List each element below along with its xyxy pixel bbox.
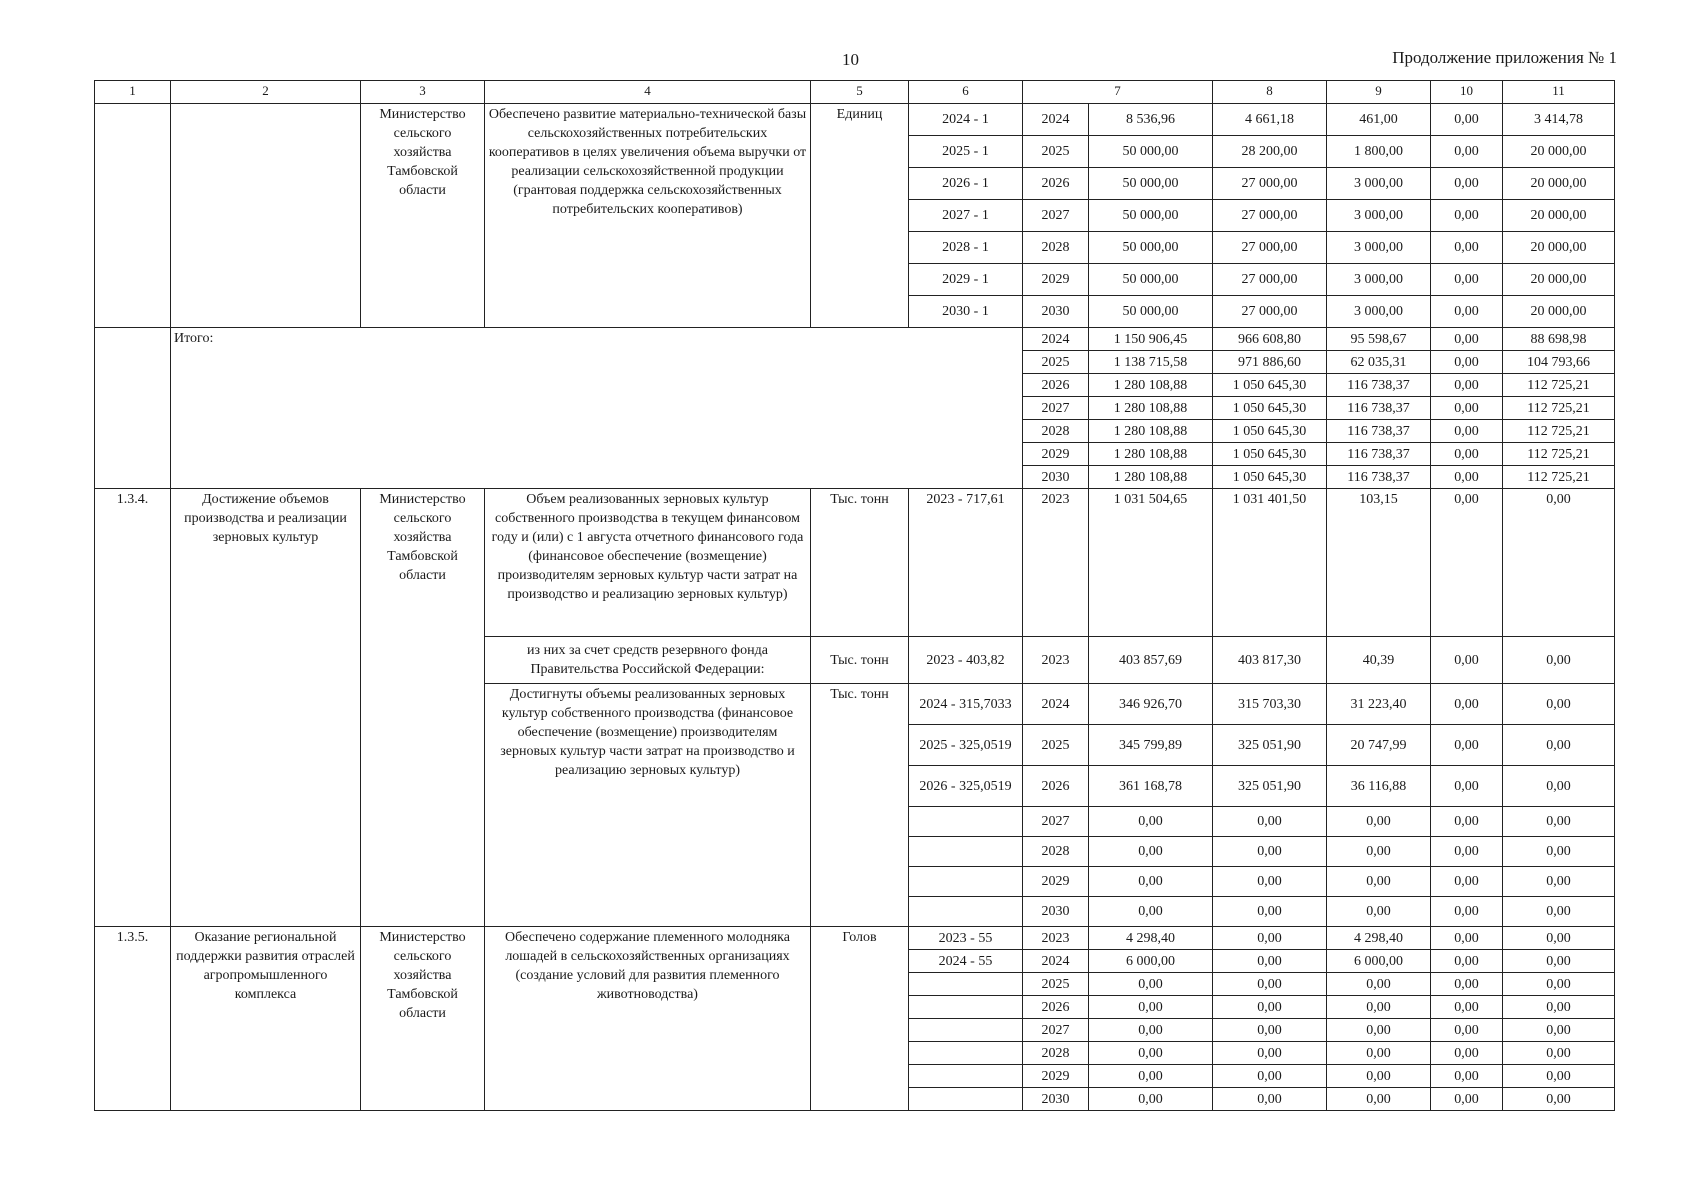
value-cell: 27 000,00 bbox=[1213, 296, 1327, 328]
value-cell: 2029 bbox=[1023, 867, 1089, 897]
value-cell: 0,00 bbox=[1503, 1088, 1615, 1111]
target-cell: 2029 - 1 bbox=[909, 264, 1023, 296]
unit-cell: Голов bbox=[811, 927, 909, 1111]
value-cell: 0,00 bbox=[1089, 996, 1213, 1019]
value-cell: 0,00 bbox=[1503, 867, 1615, 897]
value-cell: 0,00 bbox=[1503, 950, 1615, 973]
continuation-title: Продолжение приложения № 1 bbox=[1392, 48, 1617, 67]
value-cell: 0,00 bbox=[1089, 1042, 1213, 1065]
table-row bbox=[95, 104, 1615, 136]
total-label: Итого: bbox=[171, 328, 1023, 489]
value-cell: 28 200,00 bbox=[1213, 136, 1327, 168]
unit-cell: Тыс. тонн bbox=[811, 637, 909, 684]
value-cell: 0,00 bbox=[1213, 897, 1327, 927]
target-cell: 2030 - 1 bbox=[909, 296, 1023, 328]
value-cell: 40,39 bbox=[1327, 637, 1431, 684]
column-number-header: 11 bbox=[1503, 81, 1615, 104]
value-cell: 0,00 bbox=[1089, 1019, 1213, 1042]
value-cell: 0,00 bbox=[1327, 1088, 1431, 1111]
value-cell: 2028 bbox=[1023, 837, 1089, 867]
value-cell: 2027 bbox=[1023, 807, 1089, 837]
value-cell: 88 698,98 bbox=[1503, 328, 1615, 351]
value-cell: 325 051,90 bbox=[1213, 725, 1327, 766]
value-cell: 62 035,31 bbox=[1327, 351, 1431, 374]
value-cell: 3 000,00 bbox=[1327, 296, 1431, 328]
value-cell: 27 000,00 bbox=[1213, 168, 1327, 200]
value-cell: 0,00 bbox=[1089, 897, 1213, 927]
value-cell: 0,00 bbox=[1431, 264, 1503, 296]
value-cell: 8 536,96 bbox=[1089, 104, 1213, 136]
value-cell: 2026 bbox=[1023, 766, 1089, 807]
value-cell: 403 817,30 bbox=[1213, 637, 1327, 684]
target-cell: 2025 - 1 bbox=[909, 136, 1023, 168]
value-cell: 0,00 bbox=[1431, 443, 1503, 466]
value-cell: 3 414,78 bbox=[1503, 104, 1615, 136]
value-cell: 4 298,40 bbox=[1089, 927, 1213, 950]
value-cell: 0,00 bbox=[1431, 136, 1503, 168]
value-cell: 4 661,18 bbox=[1213, 104, 1327, 136]
target-cell: 2024 - 55 bbox=[909, 950, 1023, 973]
value-cell: 2026 bbox=[1023, 168, 1089, 200]
value-cell: 20 747,99 bbox=[1327, 725, 1431, 766]
column-number-header: 7 bbox=[1023, 81, 1213, 104]
value-cell: 0,00 bbox=[1431, 725, 1503, 766]
result-description: Обеспечено развитие материально-технической базы сельскохозяйственных потребительских кооперативов в целях увеличения объема выручки от реализации сельскохозяйственной продукции (грантовая поддержка сельскохозяйственных потребительских кооперативов) bbox=[485, 104, 811, 328]
value-cell: 3 000,00 bbox=[1327, 264, 1431, 296]
value-cell: 2026 bbox=[1023, 374, 1089, 397]
value-cell: 50 000,00 bbox=[1089, 200, 1213, 232]
value-cell: 2023 bbox=[1023, 637, 1089, 684]
value-cell: 1 050 645,30 bbox=[1213, 374, 1327, 397]
value-cell: 0,00 bbox=[1327, 1019, 1431, 1042]
empty-cell bbox=[95, 104, 171, 328]
value-cell: 0,00 bbox=[1327, 867, 1431, 897]
value-cell: 0,00 bbox=[1431, 807, 1503, 837]
value-cell: 1 031 401,50 bbox=[1213, 489, 1327, 637]
value-cell: 50 000,00 bbox=[1089, 232, 1213, 264]
value-cell: 0,00 bbox=[1213, 1042, 1327, 1065]
value-cell: 0,00 bbox=[1327, 1042, 1431, 1065]
value-cell: 0,00 bbox=[1089, 867, 1213, 897]
value-cell: 27 000,00 bbox=[1213, 200, 1327, 232]
value-cell: 0,00 bbox=[1213, 1088, 1327, 1111]
value-cell: 2030 bbox=[1023, 466, 1089, 489]
item-name: Оказание региональной поддержки развития отраслей агропромышленного комплекса bbox=[171, 927, 361, 1111]
value-cell: 116 738,37 bbox=[1327, 397, 1431, 420]
result-description: из них за счет средств резервного фонда Правительства Российской Федерации: bbox=[485, 637, 811, 684]
value-cell: 0,00 bbox=[1503, 927, 1615, 950]
target-cell: 2026 - 1 bbox=[909, 168, 1023, 200]
value-cell: 20 000,00 bbox=[1503, 232, 1615, 264]
target-cell bbox=[909, 837, 1023, 867]
value-cell: 116 738,37 bbox=[1327, 374, 1431, 397]
target-cell: 2023 - 403,82 bbox=[909, 637, 1023, 684]
value-cell: 0,00 bbox=[1503, 807, 1615, 837]
value-cell: 36 116,88 bbox=[1327, 766, 1431, 807]
value-cell: 1 280 108,88 bbox=[1089, 397, 1213, 420]
value-cell: 1 050 645,30 bbox=[1213, 443, 1327, 466]
table-row bbox=[95, 328, 1615, 351]
value-cell: 4 298,40 bbox=[1327, 927, 1431, 950]
value-cell: 2024 bbox=[1023, 328, 1089, 351]
target-cell: 2028 - 1 bbox=[909, 232, 1023, 264]
value-cell: 0,00 bbox=[1431, 232, 1503, 264]
value-cell: 0,00 bbox=[1503, 637, 1615, 684]
value-cell: 0,00 bbox=[1431, 351, 1503, 374]
value-cell: 50 000,00 bbox=[1089, 264, 1213, 296]
target-cell bbox=[909, 996, 1023, 1019]
value-cell: 112 725,21 bbox=[1503, 397, 1615, 420]
value-cell: 0,00 bbox=[1327, 807, 1431, 837]
value-cell: 2028 bbox=[1023, 1042, 1089, 1065]
value-cell: 0,00 bbox=[1213, 1019, 1327, 1042]
value-cell: 1 280 108,88 bbox=[1089, 466, 1213, 489]
value-cell: 1 280 108,88 bbox=[1089, 443, 1213, 466]
value-cell: 20 000,00 bbox=[1503, 136, 1615, 168]
value-cell: 0,00 bbox=[1213, 950, 1327, 973]
target-cell: 2024 - 315,7033 bbox=[909, 684, 1023, 725]
column-number-header: 4 bbox=[485, 81, 811, 104]
value-cell: 0,00 bbox=[1431, 328, 1503, 351]
value-cell: 0,00 bbox=[1431, 996, 1503, 1019]
value-cell: 0,00 bbox=[1503, 973, 1615, 996]
value-cell: 2025 bbox=[1023, 973, 1089, 996]
value-cell: 0,00 bbox=[1503, 996, 1615, 1019]
column-number-header: 8 bbox=[1213, 81, 1327, 104]
value-cell: 3 000,00 bbox=[1327, 168, 1431, 200]
value-cell: 2027 bbox=[1023, 1019, 1089, 1042]
table-row bbox=[95, 489, 1615, 637]
value-cell: 0,00 bbox=[1431, 927, 1503, 950]
value-cell: 0,00 bbox=[1503, 489, 1615, 637]
value-cell: 0,00 bbox=[1213, 837, 1327, 867]
column-number-header: 9 bbox=[1327, 81, 1431, 104]
value-cell: 112 725,21 bbox=[1503, 420, 1615, 443]
value-cell: 2030 bbox=[1023, 296, 1089, 328]
value-cell: 27 000,00 bbox=[1213, 264, 1327, 296]
item-name: Достижение объемов производства и реализации зерновых культур bbox=[171, 489, 361, 927]
value-cell: 0,00 bbox=[1213, 996, 1327, 1019]
value-cell: 0,00 bbox=[1089, 1088, 1213, 1111]
value-cell: 2023 bbox=[1023, 489, 1089, 637]
value-cell: 27 000,00 bbox=[1213, 232, 1327, 264]
value-cell: 0,00 bbox=[1431, 1042, 1503, 1065]
value-cell: 0,00 bbox=[1431, 104, 1503, 136]
value-cell: 2024 bbox=[1023, 104, 1089, 136]
value-cell: 1 050 645,30 bbox=[1213, 466, 1327, 489]
value-cell: 20 000,00 bbox=[1503, 168, 1615, 200]
value-cell: 0,00 bbox=[1503, 725, 1615, 766]
target-cell bbox=[909, 1088, 1023, 1111]
value-cell: 0,00 bbox=[1431, 168, 1503, 200]
value-cell: 1 150 906,45 bbox=[1089, 328, 1213, 351]
value-cell: 0,00 bbox=[1327, 897, 1431, 927]
target-cell bbox=[909, 1019, 1023, 1042]
value-cell: 361 168,78 bbox=[1089, 766, 1213, 807]
target-cell bbox=[909, 807, 1023, 837]
unit-cell: Единиц bbox=[811, 104, 909, 328]
value-cell: 0,00 bbox=[1503, 897, 1615, 927]
result-description: Достигнуты объемы реализованных зерновых культур собственного производства (финансовое обеспечение (возмещение) производителям зерновых культур части затрат на производство и реализацию зерновых культур) bbox=[485, 684, 811, 927]
table-row bbox=[95, 81, 1615, 104]
value-cell: 20 000,00 bbox=[1503, 200, 1615, 232]
value-cell: 1 800,00 bbox=[1327, 136, 1431, 168]
value-cell: 50 000,00 bbox=[1089, 296, 1213, 328]
value-cell: 2029 bbox=[1023, 264, 1089, 296]
value-cell: 31 223,40 bbox=[1327, 684, 1431, 725]
value-cell: 0,00 bbox=[1327, 973, 1431, 996]
budget-table bbox=[94, 80, 1615, 1111]
value-cell: 116 738,37 bbox=[1327, 420, 1431, 443]
value-cell: 1 050 645,30 bbox=[1213, 397, 1327, 420]
column-number-header: 2 bbox=[171, 81, 361, 104]
value-cell: 966 608,80 bbox=[1213, 328, 1327, 351]
value-cell: 2028 bbox=[1023, 420, 1089, 443]
column-number-header: 6 bbox=[909, 81, 1023, 104]
value-cell: 0,00 bbox=[1431, 684, 1503, 725]
target-cell: 2023 - 55 bbox=[909, 927, 1023, 950]
value-cell: 0,00 bbox=[1431, 397, 1503, 420]
value-cell: 0,00 bbox=[1431, 466, 1503, 489]
column-number-header: 1 bbox=[95, 81, 171, 104]
ministry-cell: Министерство сельского хозяйства Тамбовской области bbox=[361, 104, 485, 328]
value-cell: 0,00 bbox=[1213, 927, 1327, 950]
value-cell: 2027 bbox=[1023, 200, 1089, 232]
value-cell: 2026 bbox=[1023, 996, 1089, 1019]
value-cell: 345 799,89 bbox=[1089, 725, 1213, 766]
value-cell: 0,00 bbox=[1431, 420, 1503, 443]
value-cell: 112 725,21 bbox=[1503, 466, 1615, 489]
ministry-cell: Министерство сельского хозяйства Тамбовской области bbox=[361, 489, 485, 927]
result-description: Объем реализованных зерновых культур собственного производства в текущем финансовом году и (или) с 1 августа отчетного финансового года (финансовое обеспечение (возмещение) производителям зерновых культур части затрат на производство и реализацию зерновых культур) bbox=[485, 489, 811, 637]
value-cell: 0,00 bbox=[1503, 684, 1615, 725]
value-cell: 0,00 bbox=[1431, 1088, 1503, 1111]
value-cell: 0,00 bbox=[1503, 837, 1615, 867]
value-cell: 0,00 bbox=[1431, 296, 1503, 328]
target-cell bbox=[909, 1042, 1023, 1065]
value-cell: 1 138 715,58 bbox=[1089, 351, 1213, 374]
value-cell: 1 280 108,88 bbox=[1089, 420, 1213, 443]
value-cell: 20 000,00 bbox=[1503, 296, 1615, 328]
column-number-header: 3 bbox=[361, 81, 485, 104]
value-cell: 461,00 bbox=[1327, 104, 1431, 136]
value-cell: 0,00 bbox=[1089, 807, 1213, 837]
value-cell: 3 000,00 bbox=[1327, 232, 1431, 264]
value-cell: 0,00 bbox=[1431, 766, 1503, 807]
target-cell: 2023 - 717,61 bbox=[909, 489, 1023, 637]
unit-cell: Тыс. тонн bbox=[811, 489, 909, 637]
value-cell: 0,00 bbox=[1431, 374, 1503, 397]
value-cell: 0,00 bbox=[1431, 1065, 1503, 1088]
result-description: Обеспечено содержание племенного молодняка лошадей в сельскохозяйственных организациях (создание условий для развития племенного животноводства) bbox=[485, 927, 811, 1111]
value-cell: 0,00 bbox=[1431, 950, 1503, 973]
value-cell: 0,00 bbox=[1431, 200, 1503, 232]
value-cell: 0,00 bbox=[1089, 837, 1213, 867]
value-cell: 1 280 108,88 bbox=[1089, 374, 1213, 397]
value-cell: 0,00 bbox=[1431, 897, 1503, 927]
value-cell: 0,00 bbox=[1213, 1065, 1327, 1088]
target-cell bbox=[909, 1065, 1023, 1088]
value-cell: 3 000,00 bbox=[1327, 200, 1431, 232]
table-row bbox=[95, 927, 1615, 950]
value-cell: 0,00 bbox=[1327, 837, 1431, 867]
value-cell: 346 926,70 bbox=[1089, 684, 1213, 725]
value-cell: 325 051,90 bbox=[1213, 766, 1327, 807]
value-cell: 0,00 bbox=[1431, 1019, 1503, 1042]
value-cell: 2024 bbox=[1023, 684, 1089, 725]
target-cell bbox=[909, 973, 1023, 996]
value-cell: 2025 bbox=[1023, 136, 1089, 168]
value-cell: 2024 bbox=[1023, 950, 1089, 973]
value-cell: 403 857,69 bbox=[1089, 637, 1213, 684]
value-cell: 0,00 bbox=[1213, 973, 1327, 996]
value-cell: 0,00 bbox=[1327, 996, 1431, 1019]
value-cell: 0,00 bbox=[1089, 973, 1213, 996]
value-cell: 2028 bbox=[1023, 232, 1089, 264]
value-cell: 116 738,37 bbox=[1327, 466, 1431, 489]
page-number: 10 bbox=[842, 50, 859, 69]
value-cell: 2025 bbox=[1023, 725, 1089, 766]
value-cell: 50 000,00 bbox=[1089, 168, 1213, 200]
value-cell: 315 703,30 bbox=[1213, 684, 1327, 725]
value-cell: 6 000,00 bbox=[1089, 950, 1213, 973]
value-cell: 95 598,67 bbox=[1327, 328, 1431, 351]
empty-cell bbox=[171, 104, 361, 328]
value-cell: 0,00 bbox=[1503, 766, 1615, 807]
item-number: 1.3.4. bbox=[95, 489, 171, 927]
value-cell: 971 886,60 bbox=[1213, 351, 1327, 374]
value-cell: 0,00 bbox=[1213, 867, 1327, 897]
target-cell: 2025 - 325,0519 bbox=[909, 725, 1023, 766]
target-cell: 2027 - 1 bbox=[909, 200, 1023, 232]
target-cell: 2026 - 325,0519 bbox=[909, 766, 1023, 807]
value-cell: 116 738,37 bbox=[1327, 443, 1431, 466]
value-cell: 1 050 645,30 bbox=[1213, 420, 1327, 443]
value-cell: 2029 bbox=[1023, 443, 1089, 466]
unit-cell: Тыс. тонн bbox=[811, 684, 909, 927]
value-cell: 2030 bbox=[1023, 1088, 1089, 1111]
value-cell: 0,00 bbox=[1503, 1042, 1615, 1065]
target-cell bbox=[909, 867, 1023, 897]
value-cell: 1 031 504,65 bbox=[1089, 489, 1213, 637]
value-cell: 0,00 bbox=[1431, 489, 1503, 637]
column-number-header: 5 bbox=[811, 81, 909, 104]
value-cell: 0,00 bbox=[1431, 837, 1503, 867]
value-cell: 2030 bbox=[1023, 897, 1089, 927]
target-cell: 2024 - 1 bbox=[909, 104, 1023, 136]
value-cell: 112 725,21 bbox=[1503, 443, 1615, 466]
value-cell: 0,00 bbox=[1431, 973, 1503, 996]
item-number: 1.3.5. bbox=[95, 927, 171, 1111]
value-cell: 0,00 bbox=[1503, 1065, 1615, 1088]
value-cell: 6 000,00 bbox=[1327, 950, 1431, 973]
value-cell: 104 793,66 bbox=[1503, 351, 1615, 374]
value-cell: 2025 bbox=[1023, 351, 1089, 374]
value-cell: 0,00 bbox=[1431, 867, 1503, 897]
target-cell bbox=[909, 897, 1023, 927]
value-cell: 112 725,21 bbox=[1503, 374, 1615, 397]
value-cell: 0,00 bbox=[1213, 807, 1327, 837]
ministry-cell: Министерство сельского хозяйства Тамбовской области bbox=[361, 927, 485, 1111]
value-cell: 0,00 bbox=[1327, 1065, 1431, 1088]
value-cell: 2023 bbox=[1023, 927, 1089, 950]
value-cell: 0,00 bbox=[1431, 637, 1503, 684]
column-number-header: 10 bbox=[1431, 81, 1503, 104]
value-cell: 20 000,00 bbox=[1503, 264, 1615, 296]
value-cell: 2027 bbox=[1023, 397, 1089, 420]
empty-cell bbox=[95, 328, 171, 489]
value-cell: 2029 bbox=[1023, 1065, 1089, 1088]
value-cell: 0,00 bbox=[1089, 1065, 1213, 1088]
value-cell: 50 000,00 bbox=[1089, 136, 1213, 168]
value-cell: 0,00 bbox=[1503, 1019, 1615, 1042]
value-cell: 103,15 bbox=[1327, 489, 1431, 637]
